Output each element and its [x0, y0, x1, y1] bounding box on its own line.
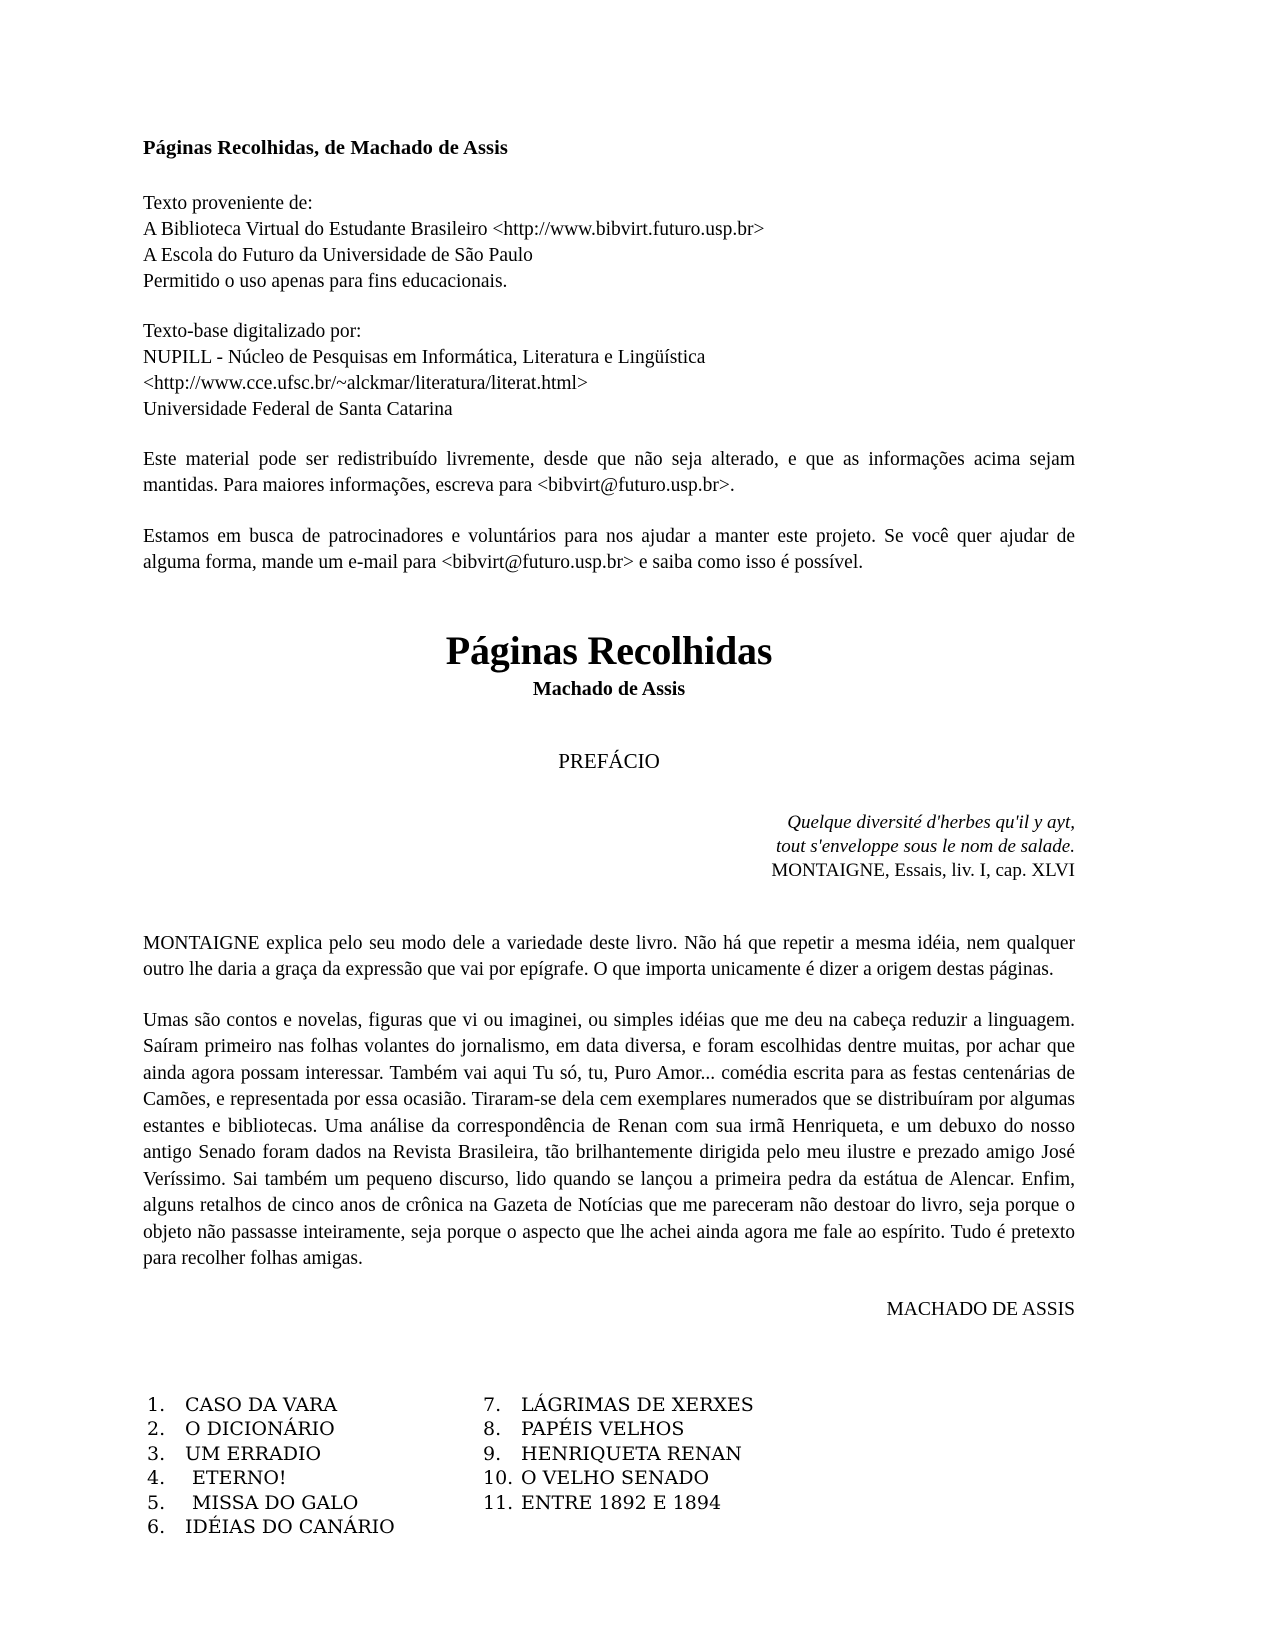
sponsors-notice: Estamos em busca de patrocinadores e voluntários para nos ajudar a manter este projeto. Se você quer ajudar de alguma forma, mande um e-mail para <bibvirt@futuro.usp.br> e saiba como isso é possível. [143, 525, 1075, 574]
digitization-line: Texto-base digitalizado por: [143, 320, 362, 342]
toc-item-number: 1. [147, 1393, 166, 1416]
list-item [483, 1417, 754, 1442]
list-item [483, 1393, 754, 1418]
digitization-block [143, 319, 1075, 423]
toc-item-label: O VELHO SENADO [521, 1467, 710, 1490]
list-item [147, 1393, 395, 1418]
source-block [143, 191, 1075, 295]
toc-item-number: 9. [483, 1442, 502, 1465]
list-item [483, 1491, 754, 1516]
list-item [483, 1466, 754, 1491]
source-line: Permitido o uso apenas para fins educacionais. [143, 270, 508, 292]
epigraph-block [143, 811, 1075, 883]
list-item [147, 1515, 395, 1540]
list-item [147, 1442, 395, 1467]
list-item [147, 1417, 395, 1442]
toc-item-label: O DICIONÁRIO [185, 1418, 335, 1441]
toc-item-label: IDÉIAS DO CANÁRIO [185, 1516, 395, 1539]
toc-item-label: MISSA DO GALO [192, 1491, 359, 1514]
epigraph-line-1: Quelque diversité d'herbes qu'il y ayt, [787, 811, 1075, 833]
list-item [147, 1491, 395, 1516]
page-title: Páginas Recolhidas, de Machado de Assis [143, 137, 508, 159]
toc-item-number: 6. [147, 1516, 166, 1539]
toc-column-right [483, 1393, 754, 1516]
toc-item-number: 11. [483, 1491, 514, 1514]
preface-paragraph-1: MONTAIGNE explica pelo seu modo dele a variedade deste livro. Não há que repetir a mesma idéia, nem qualquer outro lhe daria a graça da expressão que vai por epígrafe. O que importa unicamente é dizer a origem destas páginas. [143, 932, 1075, 981]
toc-item-number: 3. [147, 1442, 166, 1465]
list-item [483, 1442, 754, 1467]
epigraph-line-2: tout s'enveloppe sous le nom de salade. [775, 835, 1075, 857]
toc-item-label: HENRIQUETA RENAN [521, 1442, 742, 1465]
toc-item-number: 5. [147, 1491, 166, 1514]
book-title: Páginas Recolhidas [445, 627, 773, 673]
book-author: Machado de Assis [532, 678, 686, 701]
section-heading-preface: PREFÁCIO [558, 749, 660, 774]
digitization-line: NUPILL - Núcleo de Pesquisas em Informática, Literatura e Lingüística [143, 346, 706, 368]
list-item [147, 1466, 395, 1491]
document-content [143, 136, 1075, 1543]
book-title-block [143, 629, 1075, 702]
toc-item-label: UM ERRADIO [185, 1442, 322, 1465]
source-line: A Escola do Futuro da Universidade de São Paulo [143, 244, 533, 266]
toc-item-label: LÁGRIMAS DE XERXES [521, 1393, 754, 1416]
table-of-contents [143, 1393, 1075, 1543]
source-line: A Biblioteca Virtual do Estudante Brasileiro <http://www.bibvirt.futuro.usp.br> [143, 218, 765, 240]
digitization-line: <http://www.cce.ufsc.br/~alckmar/literatura/literat.html> [143, 372, 588, 394]
preface-paragraph-2: Umas são contos e novelas, figuras que vi ou imaginei, ou simples idéias que me deu na cabeça reduzir a linguagem. Saíram primeiro nas folhas volantes do jornalismo, em data diversa, e foram escolhidas dentre muitas, por achar que ainda agora possam interessar. Também vai aqui Tu só, tu, Puro Amor... comédia escrita para as festas centenárias de Camões, e representada por essa ocasião. Tiraram-se dela cem exemplares numerados que se distribuíram por algumas estantes e bibliotecas. Uma análise da correspondência de Renan com sua irmã Henriqueta, e um debuxo do nosso antigo Senado foram dados na Revista Brasileira, tão brilhantemente dirigida pelo meu ilustre e prezado amigo José Veríssimo. Sai também um pequeno discurso, lido quando se lançou a primeira pedra da estátua de Alencar. Enfim, alguns retalhos de cinco anos de crônica na Gazeta de Notícias que me pareceram não destoar do livro, seja porque o objeto não passasse inteiramente, seja porque o aspecto que lhe achei ainda agora me fale ao espírito. Tudo é pretexto para recolher folhas amigas. [143, 1009, 1075, 1270]
epigraph-attribution: MONTAIGNE, Essais, liv. I, cap. XLVI [771, 859, 1075, 881]
toc-item-number: 4. [147, 1467, 166, 1490]
toc-item-number: 2. [147, 1418, 166, 1441]
toc-item-number: 10. [483, 1467, 514, 1490]
toc-item-number: 7. [483, 1393, 502, 1416]
source-line: Texto proveniente de: [143, 192, 313, 214]
toc-item-label: ENTRE 1892 E 1894 [521, 1491, 722, 1514]
author-signature: MACHADO DE ASSIS [886, 1298, 1075, 1320]
toc-item-label: ETERNO! [192, 1467, 287, 1490]
toc-item-label: CASO DA VARA [185, 1393, 338, 1416]
toc-item-number: 8. [483, 1418, 502, 1441]
toc-item-label: PAPÉIS VELHOS [521, 1418, 685, 1441]
digitization-line: Universidade Federal de Santa Catarina [143, 398, 453, 420]
redistribution-notice: Este material pode ser redistribuído livremente, desde que não seja alterado, e que as informações acima sejam mantidas. Para maiores informações, escreva para <bibvirt@futuro.usp.br>. [143, 448, 1075, 497]
toc-column-left [147, 1393, 395, 1540]
